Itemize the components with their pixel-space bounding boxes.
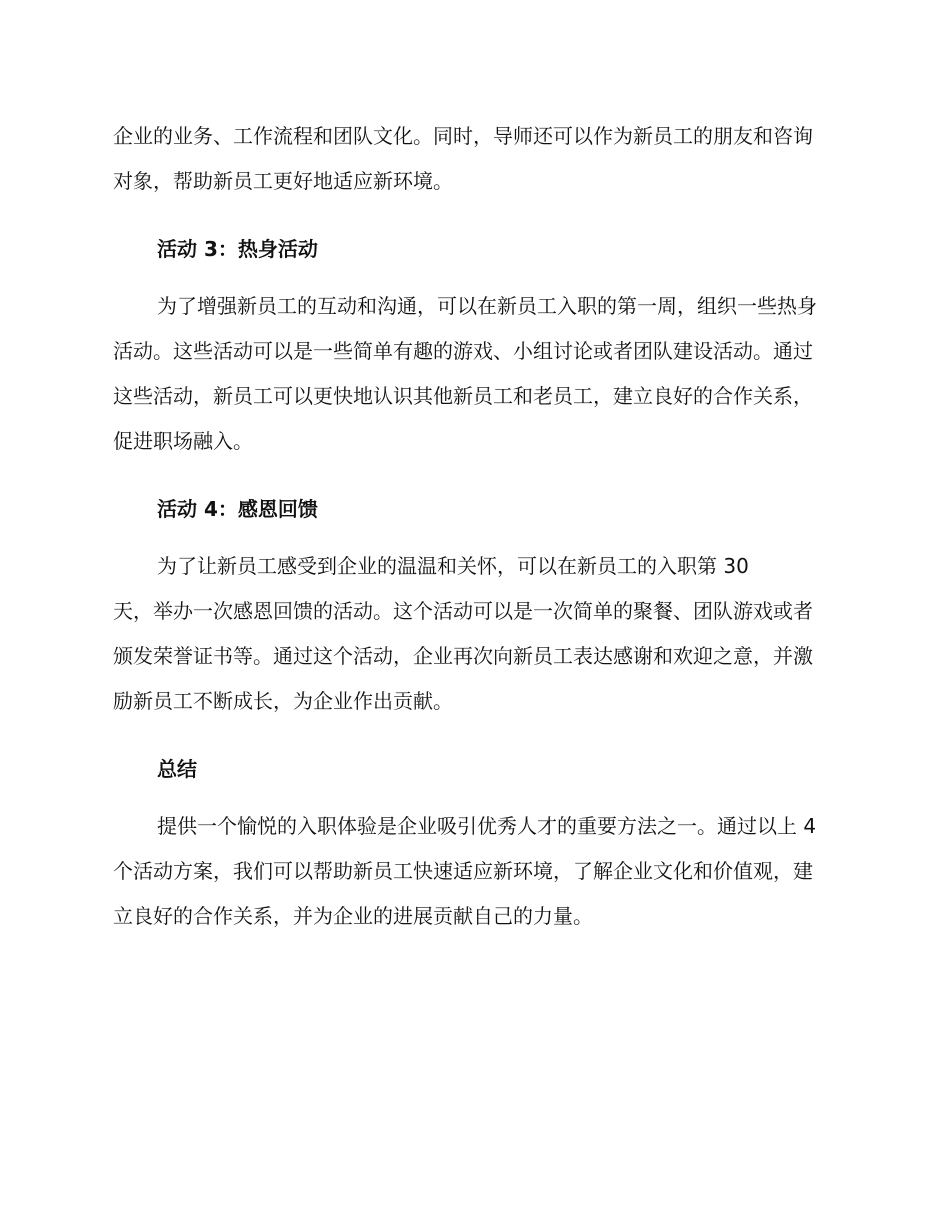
section-body-activity-4-line1: 为了让新员工感受到企业的温温和关怀，可以在新员工的入职第 30 bbox=[157, 554, 749, 578]
section-heading-activity-4: 活动 4：感恩回馈 bbox=[157, 497, 318, 521]
section-heading-summary: 总结 bbox=[157, 757, 197, 781]
section-body-activity-4-rest: 天，举办一次感恩回馈的活动。这个活动可以是一次简单的聚餐、团队游戏或者颁发荣誉证书等。通过这个活动，企业再次向新员工表达感谢和欢迎之意，并激励新员工不断成长，为企业作出贡献。 bbox=[113, 599, 813, 713]
section-body-summary: 提供一个愉悦的入职体验是企业吸引优秀人才的重要方法之一。通过以上 4 个活动方案，我们可以帮助新员工快速适应新环境，了解企业文化和价值观，建立良好的合作关系，并为企业的进展贡献自己的力量。 bbox=[113, 814, 817, 928]
intro-paragraph: 企业的业务、工作流程和团队文化。同时，导师还可以作为新员工的朋友和咨询对象，帮助新员工更好地适应新环境。 bbox=[113, 124, 813, 193]
section-body-activity-3: 为了增强新员工的互动和沟通，可以在新员工入职的第一周，组织一些热身活动。这些活动可以是一些简单有趣的游戏、小组讨论或者团队建设活动。通过这些活动，新员工可以更快地认识其他新员工和老员工，建立良好的合作关系，促进职场融入。 bbox=[113, 294, 817, 453]
section-heading-activity-3: 活动 3：热身活动 bbox=[157, 237, 318, 261]
section-body-activity-4 bbox=[113, 544, 832, 724]
